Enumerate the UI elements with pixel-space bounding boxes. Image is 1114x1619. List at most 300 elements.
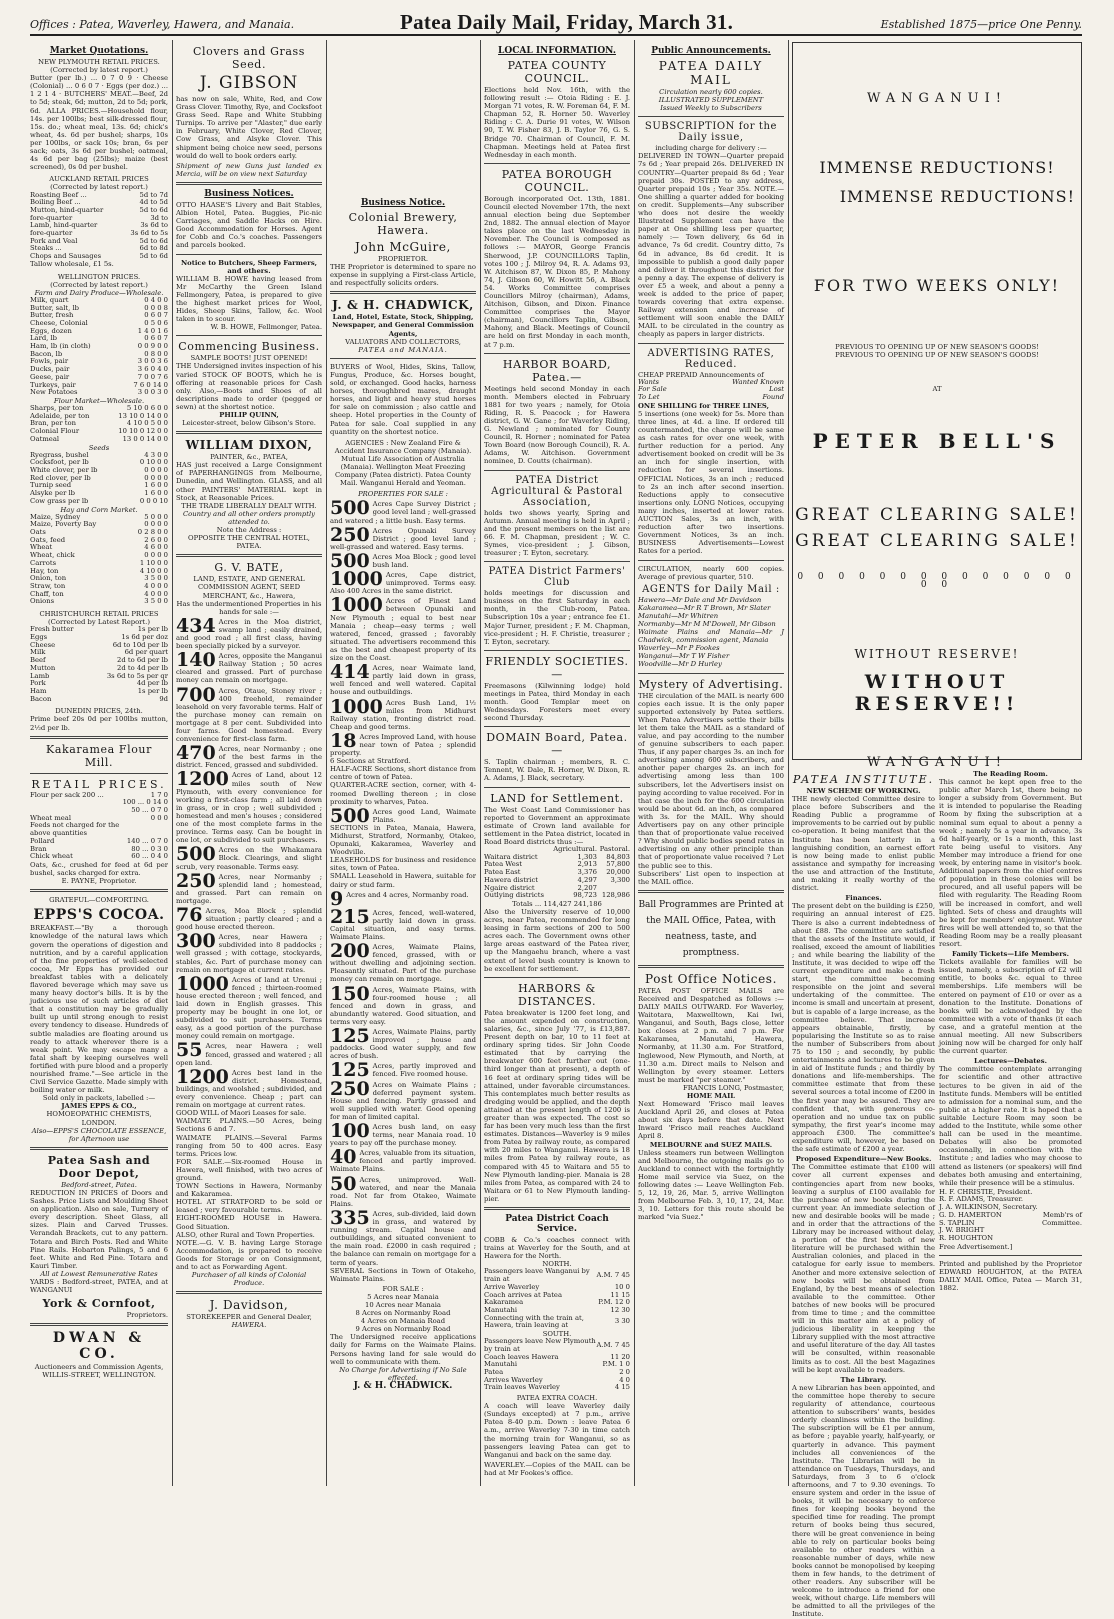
- market-heading: Market Quotations.: [49, 46, 149, 56]
- land-cell: 2,207: [577, 883, 597, 892]
- property-listing: [330, 905, 476, 941]
- land-body: The West Coast Land Commissioner has reported to Government an approximate estimate of Crown land available for settlement in the Patea district, located in Road Board districts thus :—: [484, 805, 630, 846]
- epps-sold: Sold only in packets, labelled :—: [42, 1094, 156, 1103]
- domain-body: S. Taplin chairman ; members, R. C. Tennent, W. Dale, R. Horner, W. Dixon, R. A. Adams, J. Black, secretary.: [484, 758, 630, 783]
- column-rule: [480, 40, 481, 1486]
- well-cell: Milk, quart: [30, 295, 69, 304]
- property-acres: 76: [176, 903, 203, 926]
- ch-cell: 1s per lb: [137, 686, 168, 695]
- column-rule: [326, 40, 327, 1486]
- land-cell: 128,986: [601, 891, 630, 900]
- officer-cell: [1041, 1227, 1082, 1235]
- land-cell: 2,913: [577, 860, 597, 869]
- chadwick-name: J. & H. CHADWICK,: [332, 298, 474, 313]
- seeds-sub: Seeds: [88, 443, 110, 452]
- gibson-body: has now on sale, White, Red, and Cow Grass Clover. Timothy, Rye, and Cocksfoot Grass Seed. Rape and White Stubbing Turnips. To arrive per "Alaster," due early in February, White Clover, Red Clover, Cow Grass, and Alsyke Clover. This shipment being choice new seed, persons would do well to book orders early.: [176, 95, 322, 160]
- officer-cell: Committee.: [1041, 1218, 1082, 1227]
- dixon-trade: PAINTER, &c., PATEA,: [210, 453, 288, 462]
- mail-title: PATEA DAILY MAIL: [658, 59, 764, 87]
- dwan-sub: Auctioneers and Commission Agents,: [34, 1363, 164, 1372]
- adv-cheap: CHEAP PREPAID Announcements of: [638, 370, 764, 379]
- land-cell: Patea West: [484, 860, 522, 869]
- property-listing: [330, 523, 476, 551]
- sections-line: SECTIONS in Patea, Manaia, Hawera, Midhurst, Stratford, Normanby, Otakeo, Opunaki, Kakaramea, Waverley and Woodville.: [330, 823, 476, 857]
- flour-cell: Bran, per ton: [30, 419, 76, 428]
- officers-table: [939, 1189, 1082, 1243]
- adv-one: ONE SHILLING for THREE LINES,: [638, 401, 769, 410]
- property-text: Acres, Waimate Plains, with four-roomed house ; all fenced and down in grass, and abundantly watered. Good situation, and terms very easy.: [330, 985, 476, 1026]
- hay-cell: Onion, ton: [30, 574, 67, 583]
- well-sub2: Farm and Dairy Produce—Wholesale.: [34, 288, 164, 297]
- property-acres: 335: [330, 1206, 370, 1229]
- well-cell: Cheese, Colonial: [30, 318, 88, 327]
- ch-cell: Ham: [30, 686, 47, 695]
- property-acres: 1000: [330, 695, 383, 718]
- ch-sub: (Corrected by Latest Report.): [48, 618, 150, 627]
- farmers-body: holds meetings for discussion and business on the first Saturday in each month, in the Club-room, Patea. Subscription 10s a year ; entrance fee £1. Major Turner, president ; F. M. Chapman, vice-president ; H. F. Christie, treasurer ; T. Eyton, secretary.: [484, 589, 630, 646]
- circulation-2: CIRCULATION, nearly 600 copies. Average of previous quarter, 510.: [638, 564, 784, 581]
- column-peter-bell: [792, 42, 1082, 1619]
- extra-head: PATEA EXTRA COACH.: [516, 1394, 598, 1403]
- property-text: Acres, near Hawera ; subdivided into 8 paddocks ; well grassed ; with cottage, stockyards, stables, &c. Part of purchase money can remain on mortgage at current rates.: [176, 933, 322, 974]
- adv-body: 5 insertions (one week) for 5s. More than three lines, at 4d. a line. If ordered till countermanded, the charge will be same as cash rates for over one week, with further reduction for a period. Any advertisement booked on credit will be 3s an inch for single insertion, with reduction for several insertions. OFFICIAL Notices, 3s an inch ; reduced to 2s an inch after second insertion. Reductions apply to consecutive insertions only. LONG Notices, occupying many inches, inserted at lower rates. AUCTION Sales, 3s an inch, with reduction after two insertions. Government Notices, 3s an inch. BUSINESS Advertisements—Lowest Rates for a period.: [638, 409, 784, 556]
- south-cell: 4 15: [614, 1383, 630, 1392]
- ch-cell: 1s per lb: [137, 625, 168, 634]
- property-acres: 1200: [176, 1065, 229, 1088]
- agent-item: Kakaramea—Mr R T Brown, Mr Slater: [638, 603, 771, 612]
- retail-note: Oats, &c., crushed for feed at 6d per bushel, sacks charged for extra.: [30, 860, 168, 878]
- well-cell: Ham, lb (in cloth): [30, 342, 91, 351]
- home-body: Next Homeward 'Frisco mail leaves Auckland April 26, and closes at Patea about six days before that date. Next Inward 'Frisco mail reaches Auckland April 8.: [638, 1100, 784, 1141]
- dun-body: Prime beef 20s 0d per 100lbs mutton, 2½d per lb.: [30, 715, 168, 732]
- hay-cell: 1 10 0 0: [139, 558, 168, 567]
- property-acres: 40: [330, 1146, 357, 1169]
- adv-grid: [638, 379, 784, 402]
- hay-cell: Onions: [30, 597, 55, 606]
- ch-row: [30, 696, 168, 704]
- sash-sub: Bedford-street, Patea.: [61, 1180, 137, 1189]
- property-listing: [330, 982, 476, 1026]
- north-cell: 12 30: [610, 1305, 630, 1314]
- free-adv: Free Advertisement.]: [939, 1242, 1013, 1251]
- retail-row: [30, 822, 168, 837]
- property-listing: [330, 549, 476, 572]
- several-sections: SEVERAL Sections in Town of Otakeho, Waimate Plains.: [330, 1266, 476, 1283]
- property-listing: [176, 683, 322, 744]
- business-notices-heading: Business Notices.: [204, 188, 294, 199]
- property-acres: 18: [330, 729, 357, 752]
- adv-cell: Wanted Known: [732, 377, 784, 386]
- property-acres: 55: [176, 1039, 203, 1062]
- south-cell: Passengers leave New Plymouth by train at: [484, 1337, 596, 1353]
- well-cell: 0 4 0 0: [144, 295, 168, 304]
- property-acres: 200: [330, 940, 370, 963]
- half-acre: HALF-ACRE Sections, short distance from centre of town of Patea.: [330, 765, 476, 782]
- officer-cell: J. W. BRIGHT: [939, 1226, 985, 1235]
- land-total: Totals ... 114,427 241,186: [512, 899, 602, 908]
- column-announcements: [638, 42, 784, 1486]
- well-cell: 0 5 0 6: [144, 318, 168, 327]
- property-text: Acres and 4 acres, Normanby road.: [346, 890, 469, 899]
- brewery-title: Colonial Brewery, Hawera.: [348, 211, 458, 237]
- property-text: Acres, fenced, well-watered, partly laid down in grass. Capital situation, and easy terms. Waimate Plains.: [330, 908, 476, 941]
- hay-cell: Straw, ton: [30, 582, 66, 590]
- retail-cell: 60 ... 0 4 0: [131, 852, 168, 861]
- hay-cell: 4 0 0 0: [144, 589, 168, 598]
- property-listing: [330, 1059, 476, 1082]
- previous-1: PREVIOUS TO OPENING UP OF NEW SEASON'S GOODS!: [835, 343, 1039, 351]
- property-acres: 100: [330, 1120, 370, 1142]
- zero-line: 0 0 0 0 0 0 0 0 0 0 0 0 0 0 0 0: [797, 572, 1077, 591]
- ch-cell: Bacon: [30, 694, 52, 703]
- property-acres: 250: [330, 1077, 370, 1100]
- hay-cell: 3 5 0 0: [144, 574, 168, 583]
- scheme-title: NEW SCHEME OF WORKING.: [806, 787, 921, 795]
- land-col-agri: Agricultural.: [553, 845, 597, 853]
- property-listing: [330, 940, 476, 984]
- property-acres: 9: [330, 887, 344, 910]
- hay-row: [30, 598, 168, 606]
- agent-item: Normanby—Mr M M'Dowell, Mr Gibson: [638, 619, 776, 628]
- property-acres: 215: [330, 905, 370, 928]
- subscription-title: SUBSCRIPTION for the Daily issue,: [644, 121, 778, 144]
- auck-table: [30, 192, 168, 269]
- great-2: GREAT CLEARING SALE!: [795, 531, 1079, 552]
- dixon-trade2: THE TRADE LIBERALLY DEALT WITH.: [181, 501, 317, 510]
- lectures-head: Lectures—Debates.: [974, 1057, 1047, 1066]
- property-acres: 500: [330, 497, 370, 520]
- property-text: Acres best land in the district. Homestead, buildings, and woolshed ; subdivided, and every convenience. Cheap ; part can remain on mortgage at current rates.: [176, 1068, 322, 1110]
- north-cell: 11 15: [610, 1290, 630, 1299]
- auck-cell: 5d to 6d: [139, 236, 168, 245]
- well-cell: 1 4 0 1 6: [137, 326, 168, 335]
- retail-cell: [30, 799, 123, 807]
- mystery-end: Subscribers' List open to inspection at the MAIL office.: [638, 869, 784, 886]
- dun-heading: DUNEDIN PRICES, 24th.: [55, 707, 143, 716]
- seeds-cell: 0 10 0 0: [139, 458, 168, 467]
- officer-cell: R. HOUGHTON: [939, 1234, 994, 1242]
- borough-body: Borough incorporated Oct. 13th, 1881. Council elected November 17th, the next annual election being due September 2nd, 1882. The annual election of Mayor takes place on the last Wednesday in November. The Council is composed as follows :— MAYOR, George Francis Sherwood, J.P. COUNCILLORS Taplin, votes 100 ; J. Milroy 94, R. A. Adams 93, W. Aitchison 87, W. Dixon 85, P. Mahony 74, J. Gibson 60, W. Howitt 56, A. Black 54. Works Committee comprises Councillors Milroy (chairman), Adams, Aitchison, Gibson, and Dixon. Finance Committee comprises the Mayor (chairman), Councillors Taplin, Gibson, Mahony, and Black. Meetings of Council are held on first Monday in each month, at 7 p.m.: [484, 194, 630, 349]
- seeds-cell: Red clover, per lb: [30, 473, 91, 482]
- property-listing: [330, 804, 476, 827]
- butchers-head: Notice to Butchers, Sheep Farmers, and others.: [180, 258, 318, 275]
- auck-sub: (Corrected by latest report.): [50, 183, 148, 192]
- property-acres: 150: [330, 982, 370, 1005]
- dixon-country: Country and all other orders promptly attended to.: [182, 509, 315, 526]
- chadwick-properties-list: [330, 497, 476, 758]
- land-cell: 57,800: [606, 860, 630, 869]
- forsale-house: FOR SALE.—Six-roomed House in Hawera, well finished, with two acres of ground.: [176, 1157, 322, 1182]
- south-cell: P.M. 1 0: [602, 1360, 630, 1369]
- illustrated: ILLUSTRATED SUPPLEMENT: [658, 96, 764, 105]
- officer-cell: Memb'rs of: [1042, 1210, 1082, 1219]
- property-listing: [330, 1120, 476, 1148]
- auck-cell: 4d to 5d: [139, 198, 168, 207]
- officer-cell: R. F. ADAMS, Treasurer.: [939, 1195, 1024, 1204]
- forsale-list: [330, 1293, 476, 1333]
- property-listing: [176, 649, 322, 685]
- seeds-cell: Ryegrass, bushel: [30, 450, 89, 459]
- seeds-cell: Alsyke per lb: [30, 489, 76, 498]
- well-cell: Turkeys, pair: [30, 380, 76, 389]
- howe-signature: W. B. HOWE, Fellmonger, Patea.: [210, 323, 322, 332]
- hay-cell: 0 2 8 0 0: [137, 528, 168, 537]
- property-listing: [176, 843, 322, 871]
- weekly: Issued Weekly to Subscribers: [660, 104, 762, 113]
- north-row: [484, 1315, 630, 1330]
- hay-cell: 0 0 0 0: [144, 520, 168, 529]
- property-listing: [330, 1024, 476, 1061]
- adv-cell: Lost: [769, 385, 784, 394]
- mystery-body: THE circulation of the MAIL is nearly 600 copies each issue. It is the only paper supported extensively by Patea settlers. When Patea Advertisers settle their bills let them take the MAIL as a standard of value, and pay according to the number of genuine subscribers to each paper. Thus, if any paper charges 3s. an inch for advertising among 600 subscribers, and another paper charges 2s. an inch for advertising among less than 100 subscribers, let the Advertisers insist on paying according to value received. For in that case the inch for the 600 circulation would be about 6d. an inch, as compared with 3s. for the MAIL. Why should Advertisers pay on any other principle than that of proportionate value received ? Why should public bodies spend rates in advertising on any other principle than that of proportionate value received ? Let the public see to this.: [638, 691, 784, 870]
- property-acres: 300: [176, 930, 216, 953]
- commencing-body: THE Undersigned invites inspection of his varied STOCK OF BOOTS, which he is offering at reasonable prices for Cash only. Also,—Boots and Shoes of all descriptions made to order (pegged or sewn) at the shortest notice.: [176, 362, 322, 411]
- adv-cell: Wants: [638, 377, 660, 386]
- two-weeks: FOR TWO WEEKS ONLY!: [813, 276, 1061, 295]
- property-text: Acres, Waimate Plains, partly improved ; house and paddocks. Good water supply, and few acres of bush.: [330, 1027, 476, 1061]
- family-body: Tickets available for families will be issued, namely, a subscription of £2 will entitle, to books &c. equal to three memberships. Life members will be entered on payment of £10 or over as a donation to the Institute. Donations of books will be acknowledged by the committee with a vote of thanks (it each case, and a grateful mention at the annual meeting. All new Subscribers joining now will be charged for only half the current quarter.: [939, 958, 1082, 1056]
- column-local: [484, 42, 630, 1486]
- well-sub: (Corrected by latest report.): [50, 280, 148, 289]
- np-sub: (Corrected by latest report.): [50, 66, 148, 75]
- ch-cell: 9d: [159, 694, 168, 703]
- property-acres: 500: [330, 804, 370, 827]
- local-heading: LOCAL INFORMATION.: [498, 46, 616, 56]
- retail-cell: Feeds not charged for the above quantities: [30, 821, 120, 838]
- harbor-title: HARBOR BOARD, Patea.—: [502, 357, 612, 384]
- well-cell: Geese, pair: [30, 372, 70, 381]
- chadwick-body: BUYERS of Wool, Hides, Skins, Tallow, Fungus, Produce, &c. Horses bought, sold, or exchanged. Good hacks, harness horses, thoroughbred mares, draught horses, and light and heavy stud horses for sale on commission ; also cattle and sheep. Hotel properties in the County of Patea for sale. Coal supplied in any quantity on the shortest notice.: [330, 362, 476, 436]
- officer-cell: H. F. CHRISTIE, President.: [939, 1187, 1033, 1196]
- newspaper-title: Patea Daily Mail, Friday, March 31.: [400, 10, 734, 34]
- property-text: Acres on Waimate Plains ; deferred payment system. House and fencing. Partly grassed and well supplied with water. Good opening for man of limited capital.: [330, 1080, 476, 1121]
- south-cell: Train leaves Waverley: [484, 1383, 560, 1392]
- property-listing: [176, 903, 322, 932]
- farmers-title: PATEA District Farmers' Club: [488, 566, 626, 589]
- well-cell: Eggs, dozen: [30, 326, 72, 335]
- flour-cell: 5 10 0 6 0 0: [126, 404, 168, 413]
- hotel-stratford: HOTEL AT STRATFORD to be sold or leased ; very favourable terms.: [176, 1198, 322, 1215]
- hay-cell: 2 6 0 0: [144, 535, 168, 544]
- property-listing: [176, 972, 322, 1041]
- property-listing: [176, 869, 322, 905]
- retail-cell: Bran: [30, 844, 47, 853]
- well-cell: Fowls, pair: [30, 357, 69, 366]
- land-table: [484, 846, 630, 900]
- otto-body: OTTO HAASE'S Livery and Bait Stables, Albion Hotel, Patea. Buggies, Pic-nic Carriages, and Saddle Hacks on Hire. Good Accommodation for Horses. Agent for Cobb and Co.'s coaches. Passengers and parcels booked.: [176, 200, 322, 250]
- agent-item: Wanganui—Mr T W Fisher: [638, 652, 730, 661]
- property-acres: 250: [330, 523, 370, 546]
- davidson-trade: STOREKEEPER and General Dealer,: [186, 1313, 312, 1322]
- sash-body: REDUCTION IN PRICES of Doors and Sashes. Price Lists and Moulding Sheet on application. Also on sale, Turnery of every description. Sheet Glass, all sizes. Plain and Carved Trusses. Verandah Brackets, cut to any pattern. Totara and Birch Posts. Red and White Pine Rails. Hobarton Palings, 5 and 6 feet. White and Red Pine. Totara and Kauri Timber.: [30, 1188, 168, 1270]
- home-mail: HOME MAIL: [686, 1092, 736, 1101]
- auck-cell: 3s 6d to 5s: [130, 229, 168, 238]
- proposed-body: The Committee estimate that £100 will cover all current expenses and contingencies apart from new books, leaving a surplus of £100 available for the purchase of new books during the current year. An immediate selection of new and desirable books will be made ; and in order that the attractions of the Library may be increased without delay, a portion of the first batch of new literature will be purchased within the Australian colonies, and placed in the catalogue for early issue to members. Another and more extensive selection of new books will be obtained from England, by the best means of selection available to the committee. Other batches of new books will be procured from time to time ; and the committee will in this matter aim at a policy of judicious liberality in keeping the Library supplied with the most attractive and useful literature of the day. All tastes will be consulted, within reasonable limits as to cost. All the best Magazines will be kept available to readers.: [792, 1163, 935, 1374]
- york-title: York & Cornfoot,: [42, 1297, 156, 1311]
- ch-cell: Beef: [30, 656, 46, 665]
- column-rule: [788, 40, 789, 1486]
- column-business: [176, 42, 322, 1486]
- land-cell: 3,376: [577, 868, 597, 877]
- quinn-address: Leicester-street, below Gibson's Store.: [182, 419, 316, 428]
- south-cell: Coach leaves Hawera: [484, 1352, 559, 1361]
- property-text: Acres, near Normanby ; splendid land ; homestead, and grassed. Part can remain on mortgage.: [176, 872, 322, 905]
- property-listing: [176, 1039, 322, 1067]
- officer-cell: G. D. HAMERTON: [939, 1210, 1002, 1219]
- property-text: Acres of Land, about 12 miles south of New Plymouth, with every convenience for working a first-class farm ; all laid down in grass, or in crop ; well subdivided ; homestead and men's houses ; considered one of the most complete farms in the province. Terms easy. Can be bought in one lot, or subdivided to suit purchasers.: [176, 771, 322, 845]
- finances-body: The present debt on the building is £250, requiring an annual interest of £25. There is also a current indebtedness of about £88. The committee are satisfied that the assets of the Institute would, if realised, exceed the amount of liabilities ; and while bearing the liability of the Institute, it was decided to wipe off the current expenditure and make a fresh start, the committee becoming responsible on the joint and several undertaking of the committee. The income is small and uncertain at present, but is capable of a large increase, as the committee believe. That increase appears obtainable, firstly, by popularising the Institute so as to raise the number of Subscribers from about 75 to 150 ; and secondly, by public entertainments and lectures to be given in aid of Institute funds ; and thirdly by donations and life-memberships. The committee estimate that from these several sources a total income of £200 in the first year may be assured. They are confident that, with generous co-operation and no undue tax on public sympathy, the first year's income may approach £300. The committee's expenditure will, however, be based on the safe estimate of £200 a year.: [792, 902, 936, 1154]
- hay-cell: 5 0 0 0: [144, 512, 168, 521]
- chadwick-valuators: VALUATORS AND COLLECTORS,: [345, 337, 461, 346]
- adv-cell: To Let: [638, 393, 660, 402]
- epps-company: JAMES EPPS & CO.,: [61, 1102, 137, 1111]
- well-cell: Butter, fresh: [30, 311, 74, 320]
- wanganui-bottom: WANGANUI!: [867, 755, 1007, 771]
- officer-cell: [1041, 1189, 1082, 1197]
- land-cell: 4,297: [577, 875, 597, 884]
- lectures-body: The committee contemplate arranging for scientific and other attractive lectures to be given in aid of the Institute funds. Members will be entitled to admission for a nominal sum, and the public at a higher rate. It is hoped that a suitable Lecture Room may soon be added to the Institute, while some other hall can be used in the meantime. Debates will also be promoted occasionally, in connection with the Institute ; and ladies who may choose to attend as listeners (or speakers) will find debates both amusing and entertaining, while their presence will be a stimulus.: [939, 1065, 1082, 1187]
- library-head: The Library.: [840, 1375, 887, 1384]
- institute-col-a: [792, 770, 936, 1619]
- hay-cell: Oats: [30, 528, 46, 537]
- property-text: Acres, sub-divided, laid down in grass, and watered by running stream. Capital house and outbuildings, and situated convenient to the main road. £2000 in cash required ; the balance can remain on mortgage for a term of years.: [330, 1209, 476, 1267]
- retail-cell: [123, 822, 168, 837]
- hay-cell: Oats, feed: [30, 535, 66, 544]
- land-col-past: Pastoral.: [599, 845, 630, 853]
- agent-item: Woodville—Mr D Hurley: [638, 660, 722, 669]
- property-text: Acres Moa Block ; good level bush land.: [372, 552, 476, 569]
- property-text: Acres, Waimate Plains, fenced, grassed, with or without dwelling and adjoining section. Pleasantly situated. Part of the purchase money can remain on mortgage.: [330, 943, 476, 984]
- epps-body: BREAKFAST.—"By a thorough knowledge of the natural laws which govern the operations of digestion and nutrition, and by a careful application of the fine properties of well-selected cocoa, Mr Epps has provided our breakfast tables with a delicately flavored beverage which may save us many heavy doctor's bills. It is by the judicious use of such articles of diet that a constitution may be gradually built up until strong enough to resist every tendency to disease. Hundreds of subtle maladies are floating around us ready to attack wherever there is a weak point. We may escape many a fatal shaft by keeping ourselves well fortified with pure blood and a properly nourished frame."—See article in the Civil Service Gazette. Made simply with boiling water or milk.: [30, 924, 168, 1095]
- epps-also: Also—EPPS'S CHOCOLATE ESSENCE, for Afternoon use: [31, 1126, 167, 1143]
- mcguire-prop: PROPRIETOR.: [378, 255, 428, 263]
- ch-cell: Mutton: [30, 663, 56, 672]
- auck-cell: Lamb, hind-quarter: [30, 221, 98, 230]
- south-cell: A.M. 7 45: [596, 1340, 630, 1349]
- north-head: NORTH.: [542, 1260, 572, 1269]
- auck-cell: 3s 6d to: [140, 221, 168, 230]
- property-acres: 125: [330, 1024, 370, 1047]
- land-cell: Hawera district: [484, 875, 538, 884]
- dixon-name: WILLIAM DIXON,: [185, 438, 313, 453]
- south-cell: Manutahi: [484, 1360, 518, 1369]
- waimate-1: WAIMATE PLAINS.—50 Acres, being Sections 6 and 7.: [176, 1117, 322, 1134]
- quinn-name: PHILIP QUINN,: [219, 411, 279, 419]
- davidson-town: HAWERA.: [231, 1321, 267, 1330]
- well-cell: Bacon, lb: [30, 349, 63, 358]
- hay-cell: Wheat: [30, 543, 53, 552]
- agent-item: Waimate Plains and Manaia—Mr J Chadwick, commission agent, Manaia: [638, 628, 784, 645]
- south-table: [484, 1338, 630, 1392]
- purchaser-line: Purchaser of all kinds of Colonial Produce.: [191, 1271, 307, 1288]
- bate-has: Has the undermentioned Properties in his hands for sale :—: [176, 599, 322, 616]
- ch-cell: 4d per lb: [136, 679, 168, 688]
- north-cell: P.M. 12 0: [598, 1298, 630, 1307]
- well-cell: 0 6 0 7: [144, 311, 168, 320]
- forsale-item: 9 Acres on Normanby Road: [355, 1325, 451, 1334]
- agents-title: AGENTS for Daily Mail :: [642, 583, 780, 595]
- property-text: Acres, Moa Block ; splendid situation ; partly cleared ; and a good house erected thereon.: [176, 906, 322, 932]
- north-cell: Coach arrives at Patea: [484, 1290, 562, 1299]
- agencies: AGENCIES : New Zealand Fire & Accident Insurance Company (Manaia). Mutual Life Association of Australia (Manaia). Wellington Meat Freezing Company (Patea district). Patea County Mail. Wanganui Herald and Yeoman.: [334, 438, 472, 488]
- domain-title: DOMAIN Board, Patea.—: [486, 731, 628, 758]
- undersigned: The Undersigned receive applications daily for Farms on the Waimate Plains. Persons having land for sale would do well to communicate with them.: [330, 1333, 476, 1366]
- north-row: [484, 1268, 630, 1283]
- well-cell: 0 8 0 0: [144, 349, 168, 358]
- seeds-cell: 0 0 0 10: [139, 496, 168, 505]
- no-charge: No Charge for Advertising if No Sale effected.: [339, 1365, 467, 1382]
- north-cell: 3 30: [614, 1317, 630, 1326]
- chadwick-properties-list-3: [330, 887, 476, 1267]
- without-1: WITHOUT RESERVE!: [854, 647, 1020, 662]
- property-text: Acres of Finest Land between Opunaki and New Plymouth ; equal to best near Manaia ; cheap—easy terms ; well watered, fenced, grassed ; favorably situated. The advertisers recommend this as the best and cheapest property of its size on the Coast.: [330, 597, 476, 663]
- established-line: Established 1875—price One Penny.: [880, 18, 1082, 31]
- hay-sub: Hay and Corn Market.: [60, 505, 138, 514]
- auck-cell: Tallow wholesale, £1 5s.: [30, 259, 114, 268]
- hay-cell: Wheat, chick: [30, 551, 75, 560]
- grateful-line: GRATEFUL—COMFORTING.: [49, 896, 149, 905]
- well-cell: 3 6 0 4 0: [137, 365, 168, 374]
- melb-mails: MELBOURNE and SUEZ MAILS.: [649, 1140, 773, 1149]
- note-storage: NOTE.—G. V. B. having Large Storage Accommodation, is prepared to receive Goods for Storage or on Consignment, and to act as Forwarding Agent.: [176, 1238, 322, 1271]
- dixon-body: HAS just received a Large Consignment of PAPERHANGINGS from Melbourne, Dunedin, and Wellington. GLASS, and all other PAINTERS' MATERIAL kept in Stock, at Reasonable Prices.: [176, 461, 322, 502]
- seeds-cell: Cocksfoot, per lb: [30, 458, 89, 467]
- property-text: Acres, partly improved and fenced. Five roomed house.: [372, 1062, 476, 1079]
- ch-cell: 6d to 10d per lb: [112, 640, 168, 649]
- forsale-item: 5 Acres near Manaia: [367, 1292, 439, 1301]
- property-acres: 125: [330, 1059, 370, 1082]
- property-acres: 250: [176, 869, 216, 892]
- immense-1: IMMENSE REDUCTIONS!: [819, 158, 1055, 177]
- property-listing: [330, 661, 476, 697]
- adv-cell: For Sale: [638, 385, 667, 394]
- mystery-title: Mystery of Advertising.: [638, 677, 784, 691]
- column-chadwick: [330, 42, 476, 1486]
- props-head: PROPERTIES FOR SALE :: [358, 490, 448, 499]
- masthead: [30, 10, 1082, 36]
- flour-cell: 4 10 0 5 0 0: [126, 419, 168, 428]
- ball-programmes: Ball Programmes are Printed at the MAIL Office, Patea, with neatness, taste, and promptness.: [638, 899, 784, 958]
- property-listing: [330, 1077, 476, 1121]
- property-text: Acres, unimproved. Well-watered, and near the Manaia road. Not far from Otakeo, Waimate Plains.: [330, 1175, 476, 1208]
- gibson-name: J. GIBSON: [199, 73, 299, 93]
- hay-cell: Hay, ton: [30, 566, 59, 575]
- seeds-cell: 0 0 0 0: [144, 466, 168, 475]
- property-listing: [330, 497, 476, 525]
- hay-cell: Chaff, ton: [30, 589, 64, 598]
- retail-title: RETAIL PRICES.: [31, 777, 167, 791]
- land-cell: 1,303: [577, 852, 597, 861]
- well-cell: 0 6 0 7: [144, 334, 168, 343]
- auck-cell: fore-quarter: [30, 213, 73, 222]
- property-text: Acres in the Moa district, swamp land ; easily drained, and good road ; all first class, having been specially picked by a surveyor.: [176, 617, 322, 651]
- south-row: [484, 1384, 630, 1392]
- property-acres: 434: [176, 614, 216, 637]
- hay-cell: 0 0 0 0: [144, 551, 168, 560]
- adv-cell: Found: [762, 393, 784, 402]
- well-heading: WELLINGTON PRICES.: [57, 272, 141, 281]
- property-acres: 470: [176, 742, 216, 765]
- retail-cell: Chick wheat: [30, 852, 73, 861]
- flour-table: [30, 405, 168, 444]
- flour-cell: Sharps, per ton: [30, 404, 84, 413]
- harbors-title: HARBORS & DISTANCES.: [517, 981, 597, 1008]
- friendly-title: FRIENDLY SOCIETIES.—: [485, 654, 629, 681]
- subscription-incl: including charge for delivery :—: [655, 144, 767, 153]
- retail-cell: 1 7 0: [150, 790, 168, 799]
- forsale-item: 8 Acres on Normanby Road: [355, 1309, 451, 1318]
- auck-cell: 5d to 6d: [139, 252, 168, 261]
